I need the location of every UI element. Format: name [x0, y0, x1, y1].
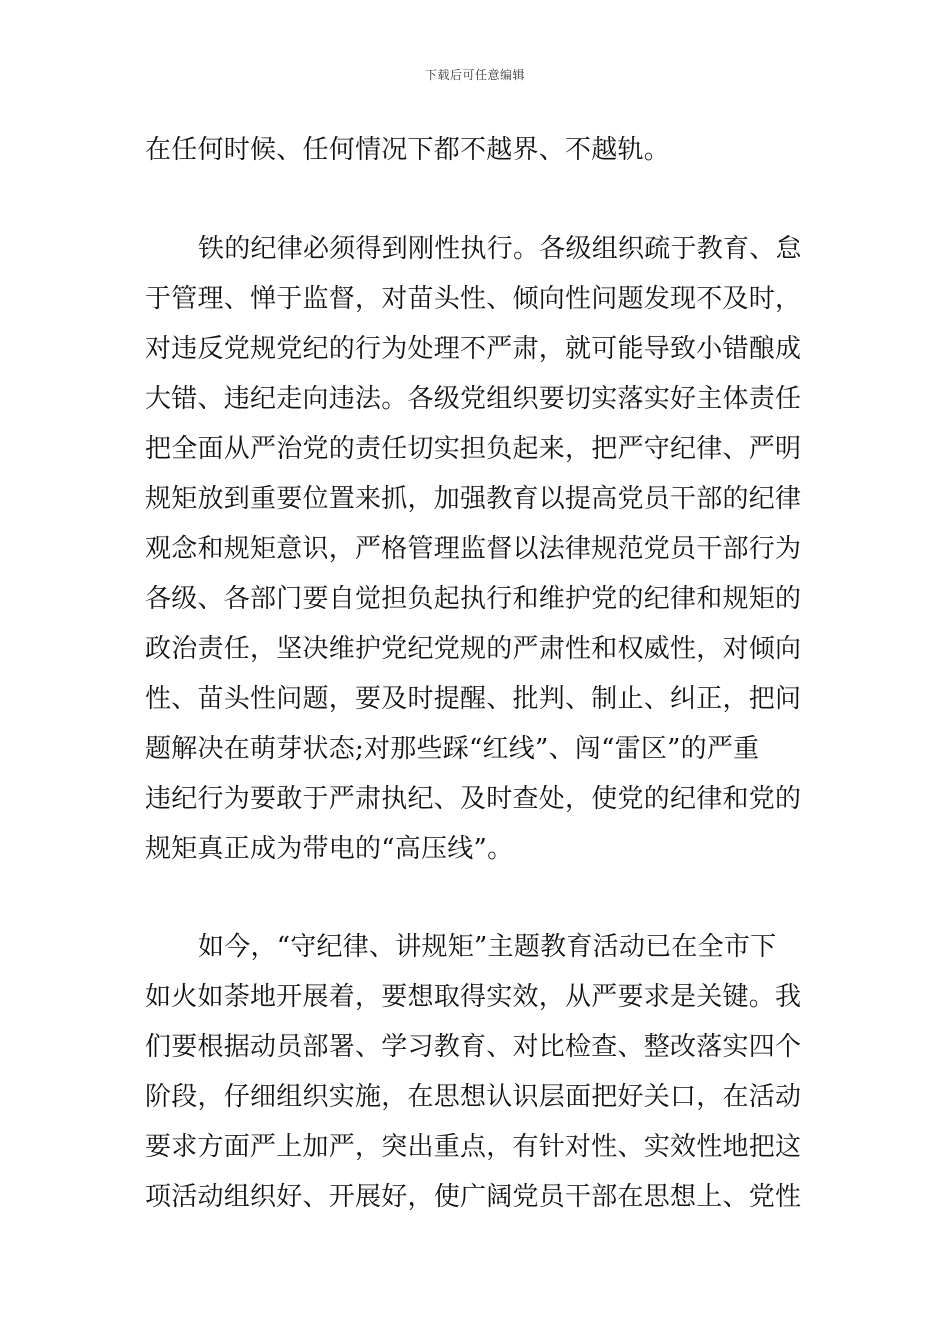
paragraph-3-line-1: 如今，“守纪律、讲规矩”主题教育活动已在全市下 [198, 932, 777, 962]
paragraph-1-line-1: 在任何时候、任何情况下都不越界、不越轨。 [145, 135, 671, 165]
paragraph-3-line-6: 项活动组织好、开展好，使广阔党员干部在思想上、党性 [145, 1182, 802, 1212]
paragraph-2-line-12: 违纪行为要敢于严肃执纪、及时查处，使党的纪律和党的 [145, 784, 802, 814]
paragraph-2-line-8: 各级、各部门要自觉担负起执行和维护党的纪律和规矩的 [145, 584, 802, 614]
paragraph-2-line-13: 规矩真正成为带电的“高压线”。 [145, 834, 514, 864]
paragraph-2-line-9: 政治责任，坚决维护党纪党规的严肃性和权威性，对倾向 [145, 634, 802, 664]
page-header: 下载后可任意编辑 [424, 68, 525, 82]
paragraph-2-line-1: 铁的纪律必须得到刚性执行。各级组织疏于教育、怠 [198, 234, 802, 264]
paragraph-2-line-4: 大错、违纪走向违法。各级党组织要切实落实好主体责任 [145, 384, 802, 414]
paragraph-2-line-3: 对违反党规党纪的行为处理不严肃，就可能导致小错酿成 [145, 334, 802, 364]
paragraph-2-line-2: 于管理、惮于监督，对苗头性、倾向性问题发现不及时， [145, 284, 802, 314]
paragraph-3-line-5: 要求方面严上加严，突出重点，有针对性、实效性地把这 [145, 1132, 802, 1162]
paragraph-3-line-3: 们要根据动员部署、学习教育、对比检查、整改落实四个 [145, 1032, 802, 1062]
paragraph-2-line-11: 题解决在萌芽状态;对那些踩“红线”、闯“雷区”的严重 [145, 734, 760, 764]
paragraph-2-line-10: 性、苗头性问题，要及时提醒、批判、制止、纠正，把问 [145, 684, 802, 714]
paragraph-3-line-4: 阶段，仔细组织实施，在思想认识层面把好关口，在活动 [145, 1082, 802, 1112]
paragraph-2-line-7: 观念和规矩意识，严格管理监督以法律规范党员干部行为 [145, 534, 802, 564]
paragraph-2-line-5: 把全面从严治党的责任切实担负起来，把严守纪律、严明 [145, 434, 802, 464]
paragraph-3-line-2: 如火如荼地开展着，要想取得实效，从严要求是关键。我 [145, 982, 802, 1012]
paragraph-2-line-6: 规矩放到重要位置来抓，加强教育以提高党员干部的纪律 [145, 484, 802, 514]
